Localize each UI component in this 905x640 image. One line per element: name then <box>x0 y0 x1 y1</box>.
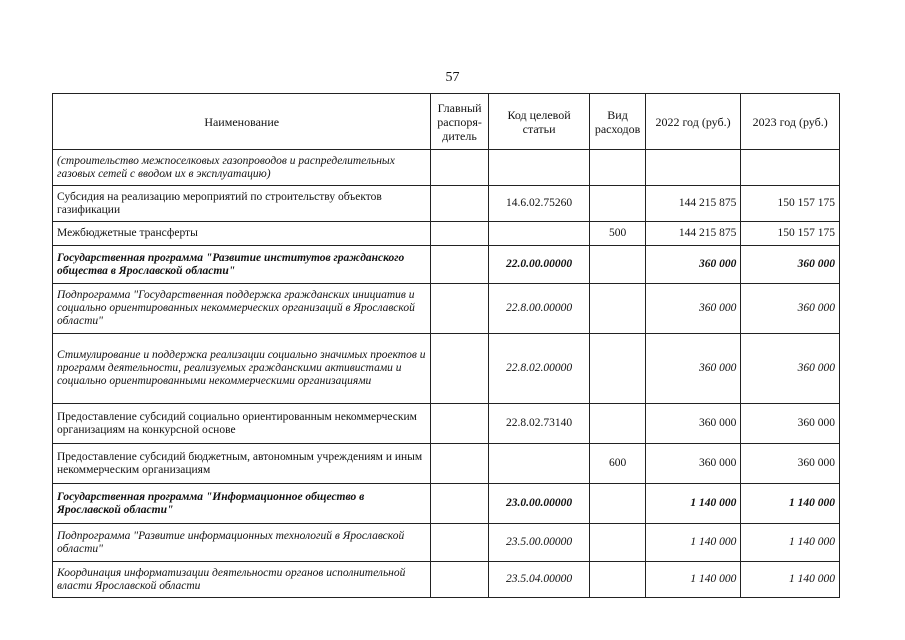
cell-admin <box>431 186 488 222</box>
cell-2023: 1 140 000 <box>741 524 840 562</box>
cell-type <box>590 334 645 404</box>
cell-type <box>590 284 645 334</box>
cell-2023: 360 000 <box>741 284 840 334</box>
cell-code <box>488 444 590 484</box>
header-2023: 2023 год (руб.) <box>741 94 840 150</box>
cell-name: Подпрограмма "Государственная поддержка гражданских инициатив и социально ориентированных некоммерческих организаций в Ярославской области" <box>53 284 431 334</box>
header-code: Код целевой статьи <box>488 94 590 150</box>
cell-admin <box>431 246 488 284</box>
cell-code <box>488 222 590 246</box>
cell-name: Подпрограмма "Развитие информационных технологий в Ярославской области" <box>53 524 431 562</box>
cell-code: 22.8.02.00000 <box>488 334 590 404</box>
cell-admin <box>431 334 488 404</box>
cell-admin <box>431 562 488 598</box>
table-row <box>53 334 840 404</box>
cell-code: 22.0.00.00000 <box>488 246 590 284</box>
cell-name: Стимулирование и поддержка реализации социально значимых проектов и программ деятельности, реализуемых гражданскими активистами и социально ориентированными некоммерческими организациями <box>53 334 431 404</box>
table-row <box>53 484 840 524</box>
table-row <box>53 444 840 484</box>
cell-admin <box>431 284 488 334</box>
cell-code: 23.5.04.00000 <box>488 562 590 598</box>
header-type: Вид расходов <box>590 94 645 150</box>
header-name: Наименование <box>53 94 431 150</box>
cell-code <box>488 150 590 186</box>
cell-2023: 1 140 000 <box>741 562 840 598</box>
cell-admin <box>431 150 488 186</box>
cell-type <box>590 484 645 524</box>
cell-code: 14.6.02.75260 <box>488 186 590 222</box>
cell-name: Государственная программа "Информационное общество в Ярославской области" <box>53 484 431 524</box>
cell-2022: 144 215 875 <box>645 222 741 246</box>
cell-type <box>590 246 645 284</box>
cell-2023: 1 140 000 <box>741 484 840 524</box>
cell-2022: 360 000 <box>645 246 741 284</box>
table-row <box>53 222 840 246</box>
cell-2023: 150 157 175 <box>741 222 840 246</box>
cell-type: 500 <box>590 222 645 246</box>
cell-type <box>590 404 645 444</box>
table-row <box>53 562 840 598</box>
cell-2022: 1 140 000 <box>645 484 741 524</box>
cell-code: 22.8.00.00000 <box>488 284 590 334</box>
cell-type <box>590 524 645 562</box>
cell-2022: 1 140 000 <box>645 562 741 598</box>
cell-2023: 360 000 <box>741 404 840 444</box>
cell-type <box>590 150 645 186</box>
cell-name: Координация информатизации деятельности органов исполнительной власти Ярославской области <box>53 562 431 598</box>
cell-2022: 144 215 875 <box>645 186 741 222</box>
table-row <box>53 246 840 284</box>
cell-2023: 360 000 <box>741 444 840 484</box>
cell-2022: 360 000 <box>645 284 741 334</box>
cell-name: Предоставление субсидий бюджетным, автономным учреждениям и иным некоммерческим организациям <box>53 444 431 484</box>
header-2022: 2022 год (руб.) <box>645 94 741 150</box>
page-number: 57 <box>445 70 460 85</box>
cell-name: (строительство межпоселковых газопроводов и распределительных газовых сетей с вводом их в эксплуатацию) <box>53 150 431 186</box>
cell-2022 <box>645 150 741 186</box>
table-row <box>53 186 840 222</box>
cell-type: 600 <box>590 444 645 484</box>
table-row <box>53 524 840 562</box>
cell-type <box>590 562 645 598</box>
table-header-row <box>53 94 840 150</box>
cell-admin <box>431 404 488 444</box>
cell-admin <box>431 524 488 562</box>
table-row <box>53 404 840 444</box>
header-admin: Главный распоря-дитель <box>431 94 488 150</box>
cell-2022: 1 140 000 <box>645 524 741 562</box>
table-row <box>53 150 840 186</box>
cell-admin <box>431 484 488 524</box>
cell-2023: 360 000 <box>741 246 840 284</box>
cell-2023: 360 000 <box>741 334 840 404</box>
cell-admin <box>431 444 488 484</box>
cell-type <box>590 186 645 222</box>
cell-admin <box>431 222 488 246</box>
cell-name: Субсидия на реализацию мероприятий по строительству объектов газификации <box>53 186 431 222</box>
cell-code: 23.5.00.00000 <box>488 524 590 562</box>
cell-code: 23.0.00.00000 <box>488 484 590 524</box>
cell-code: 22.8.02.73140 <box>488 404 590 444</box>
budget-table <box>52 93 840 598</box>
cell-2023: 150 157 175 <box>741 186 840 222</box>
cell-2022: 360 000 <box>645 334 741 404</box>
cell-name: Межбюджетные трансферты <box>53 222 431 246</box>
cell-name: Предоставление субсидий социально ориентированным некоммерческим организациям на конкурсной основе <box>53 404 431 444</box>
table-row <box>53 284 840 334</box>
cell-2022: 360 000 <box>645 444 741 484</box>
cell-2023 <box>741 150 840 186</box>
cell-2022: 360 000 <box>645 404 741 444</box>
table-body <box>53 150 840 598</box>
cell-name: Государственная программа "Развитие институтов гражданского общества в Ярославской области" <box>53 246 431 284</box>
